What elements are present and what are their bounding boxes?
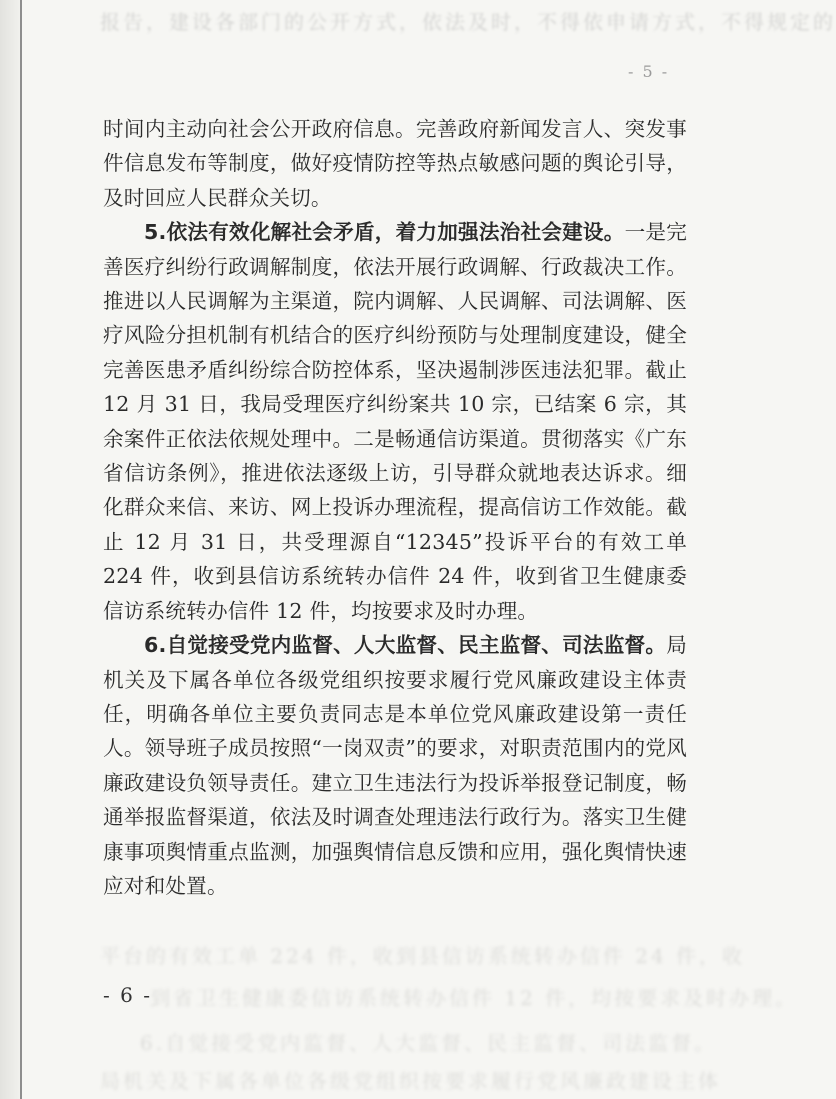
bleed-through-line: 平台的有效工单 224 件，收到县信访系统转办信件 24 件，收 <box>100 944 746 968</box>
body-text <box>103 112 687 903</box>
previous-page-number: - 5 - <box>628 62 670 81</box>
bleed-through-line: 局机关及下属各单位各级党组织按要求履行党风廉政建设主体 <box>100 1069 721 1093</box>
section-heading-6: 6.自觉接受党内监督、人大监督、民主监督、司法监督。 <box>144 633 667 658</box>
bleed-through-text-top: 报告，建设各部门的公开方式，依法及时，不得依申请方式，不得规定的 <box>100 10 836 34</box>
bleed-through-line: 6.自觉接受党内监督、人大监督、民主监督、司法监督。 <box>140 1031 718 1055</box>
binding-edge-line <box>20 0 22 1099</box>
section-heading-5: 5.依法有效化解社会矛盾，着力加强法治社会建设。 <box>144 220 625 245</box>
paragraph-social-conflict <box>103 215 687 628</box>
section-6-text: 局机关及下属各单位各级党组织按要求履行党风廉政建设主体责任，明确各单位主要负责同志是本单位党风廉政建设第一责任人。领导班子成员按照“一岗双责”的要求，对职责范围内的党风廉政建设负领导责任。建立卫生违法行为投诉举报登记制度，畅通举报监督渠道，依法及时调查处理违法行政行为。落实卫生健康事项舆情重点监测，加强舆情信息反馈和应用，强化舆情快速应对和处置。 <box>103 633 687 898</box>
section-5-text: 一是完善医疗纠纷行政调解制度，依法开展行政调解、行政裁决工作。推进以人民调解为主渠道，院内调解、人民调解、司法调解、医疗风险分担机制有机结合的医疗纠纷预防与处理制度建设，健全完善医患矛盾纠纷综合防控体系，坚决遏制涉医违法犯罪。截止 12 月 31 日，我局受理医疗纠纷案共 10 宗，已结案 6 宗，其余案件正依法依规处理中。二是畅通信访渠道。贯彻落实《广东省信访条例》，推进依法逐级上访，引导群众就地表达诉求。细化群众来信、来访、网上投诉办理流程，提高信访工作效能。截止 12 月 31 日，共受理源自“12345”投诉平台的有效工单 224 件，收到县信访系统转办信件 24 件，收到省卫生健康委信访系统转办信件 12 件，均按要求及时办理。 <box>103 220 687 623</box>
bleed-through-line: 到省卫生健康委信访系统转办信件 12 件，均按要求及时办理。 <box>150 986 799 1010</box>
page-number: - 6 - <box>103 983 152 1007</box>
paragraph-supervision <box>103 628 687 903</box>
paragraph-gov-info: 时间内主动向社会公开政府信息。完善政府新闻发言人、突发事件信息发布等制度，做好疫情防控等热点敏感问题的舆论引导，及时回应人民群众关切。 <box>103 117 687 210</box>
binding-shadow <box>0 0 20 1099</box>
